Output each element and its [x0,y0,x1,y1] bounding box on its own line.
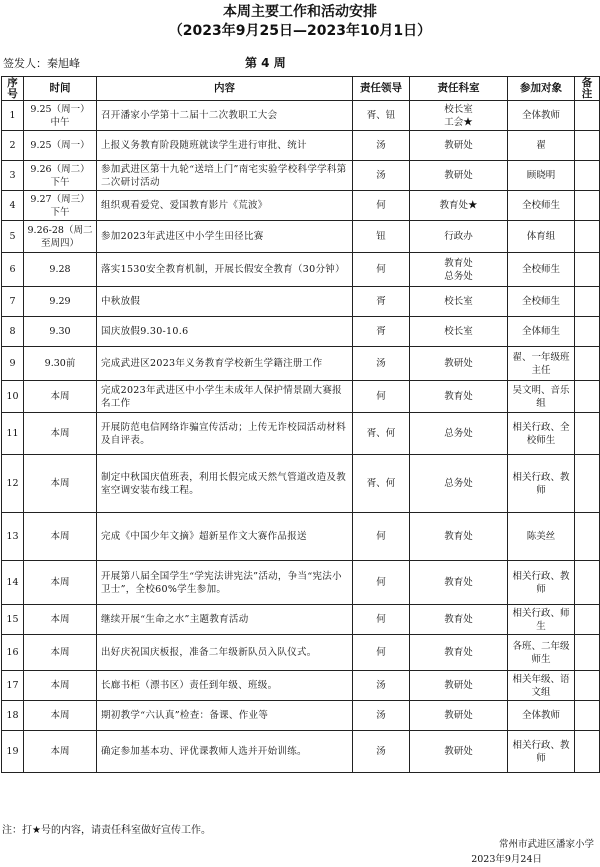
cell-content: 继续开展“生命之水”主题教育活动 [97,605,353,635]
table-row [2,671,600,701]
cell-dept: 教育处 [410,561,508,605]
cell-note [575,513,600,561]
cell-seq: 6 [2,253,24,287]
table-row [2,131,600,161]
cell-seq: 9 [2,347,24,381]
cell-dept: 教育处★ [410,191,508,221]
table-row [2,287,600,317]
cell-dept: 教研处 [410,671,508,701]
cell-time: 9.25（周一） [24,131,97,161]
cell-leader: 何 [353,561,410,605]
cell-time: 9.27（周三）下午 [24,191,97,221]
cell-seq: 12 [2,455,24,513]
cell-note [575,131,600,161]
cell-seq: 7 [2,287,24,317]
cell-leader: 胥 [353,287,410,317]
cell-leader: 胥、钮 [353,101,410,131]
cell-time: 本周 [24,701,97,731]
page-title: 本周主要工作和活动安排 [223,4,377,20]
cell-content: 上报义务教育阶段随班就读学生进行审批、统计 [97,131,353,161]
cell-participants: 相关行政、教师 [508,561,575,605]
cell-content: 完成2023年武进区中小学生未成年人保护情景剧大赛报名工作 [97,381,353,413]
cell-dept: 教育处 [410,635,508,671]
cell-leader: 汤 [353,161,410,191]
cell-dept: 校长室 [410,317,508,347]
cell-participants: 各班、二年级师生 [508,635,575,671]
header-note: 备注 [575,77,600,101]
cell-dept: 总务处 [410,413,508,455]
cell-content: 期初教学“六认真”检查：备课、作业等 [97,701,353,731]
cell-dept: 教研处 [410,701,508,731]
school-name: 常州市武进区潘家小学 [498,839,594,850]
cell-seq: 18 [2,701,24,731]
cell-participants: 陈美丝 [508,513,575,561]
cell-seq: 8 [2,317,24,347]
cell-participants: 体育组 [508,221,575,253]
table-row [2,381,600,413]
cell-seq: 11 [2,413,24,455]
cell-time: 本周 [24,671,97,701]
cell-note [575,191,600,221]
cell-content: 开展第八届全国学生“学宪法讲宪法”活动，争当“宪法小卫士”，全校60%学生参加。 [97,561,353,605]
cell-seq: 5 [2,221,24,253]
table-row [2,221,600,253]
cell-leader: 何 [353,381,410,413]
cell-note [575,605,600,635]
table-row [2,413,600,455]
cell-dept: 校长室 [410,287,508,317]
cell-time: 本周 [24,731,97,773]
table-row [2,513,600,561]
cell-note [575,161,600,191]
table-row [2,101,600,131]
cell-seq: 4 [2,191,24,221]
cell-leader: 汤 [353,671,410,701]
cell-dept: 教育处 总务处 [410,253,508,287]
cell-participants: 全校师生 [508,253,575,287]
cell-note [575,101,600,131]
cell-content: 完成《中国少年文摘》超新星作文大赛作品报送 [97,513,353,561]
cell-leader: 汤 [353,701,410,731]
cell-leader: 汤 [353,347,410,381]
table-row [2,253,600,287]
footer-note: 注：打★号的内容，请责任科室做好宣传工作。 [2,825,211,836]
header-time: 时间 [24,77,97,101]
cell-leader: 何 [353,635,410,671]
table-row [2,635,600,671]
cell-dept: 教研处 [410,731,508,773]
table-row [2,701,600,731]
cell-content: 中秋放假 [97,287,353,317]
cell-leader: 何 [353,191,410,221]
cell-note [575,701,600,731]
header-leader: 责任领导 [353,77,410,101]
cell-leader: 胥 [353,317,410,347]
cell-time: 本周 [24,605,97,635]
table-row [2,161,600,191]
cell-time: 9.28 [24,253,97,287]
cell-participants: 翟、一年级班主任 [508,347,575,381]
table-row [2,455,600,513]
cell-note [575,635,600,671]
cell-seq: 10 [2,381,24,413]
table-row [2,605,600,635]
cell-seq: 14 [2,561,24,605]
cell-dept: 教育处 [410,381,508,413]
cell-time: 本周 [24,413,97,455]
cell-content: 开展防范电信网络诈骗宣传活动；上传无诈校园活动材料及自评表。 [97,413,353,455]
cell-time: 9.25（周一）中午 [24,101,97,131]
cell-note [575,413,600,455]
cell-note [575,287,600,317]
schedule-table [1,76,600,773]
header-participants: 参加对象 [508,77,575,101]
cell-time: 9.26-28（周二至周四） [24,221,97,253]
cell-leader: 何 [353,253,410,287]
cell-participants: 相关行政、全校师生 [508,413,575,455]
cell-content: 落实1530安全教育机制，开展长假安全教育（30分钟） [97,253,353,287]
cell-note [575,561,600,605]
table-body [2,101,600,773]
cell-leader: 钮 [353,221,410,253]
cell-note [575,221,600,253]
cell-seq: 3 [2,161,24,191]
cell-participants: 顾晓明 [508,161,575,191]
cell-dept: 校长室 工会★ [410,101,508,131]
cell-participants: 全体师生 [508,317,575,347]
cell-note [575,455,600,513]
header-dept: 责任科室 [410,77,508,101]
cell-note [575,381,600,413]
cell-note [575,317,600,347]
cell-participants: 相关行政、教师 [508,731,575,773]
cell-dept: 行政办 [410,221,508,253]
cell-note [575,671,600,701]
cell-seq: 2 [2,131,24,161]
cell-note [575,347,600,381]
cell-content: 国庆放假9.30-10.6 [97,317,353,347]
cell-time: 本周 [24,381,97,413]
cell-time: 本周 [24,513,97,561]
cell-participants: 全体教师 [508,101,575,131]
table-row [2,561,600,605]
cell-content: 确定参加基本功、评优课教师人选并开始训练。 [97,731,353,773]
table-row [2,347,600,381]
cell-content: 长廊书柜（漂书区）责任到年级、班级。 [97,671,353,701]
cell-seq: 16 [2,635,24,671]
table-row [2,191,600,221]
date-range-subtitle: （2023年9月25日—2023年10月1日） [168,23,432,39]
cell-leader: 何 [353,513,410,561]
cell-dept: 教研处 [410,347,508,381]
cell-participants: 全校师生 [508,287,575,317]
cell-dept: 教研处 [410,131,508,161]
cell-leader: 汤 [353,131,410,161]
cell-note [575,731,600,773]
issue-date: 2023年9月24日 [471,854,542,865]
cell-seq: 19 [2,731,24,773]
cell-seq: 13 [2,513,24,561]
cell-dept: 总务处 [410,455,508,513]
cell-time: 9.29 [24,287,97,317]
cell-participants: 翟 [508,131,575,161]
cell-leader: 胥、何 [353,413,410,455]
cell-content: 制定中秋国庆值班表，利用长假完成天然气管道改造及教室空调安装布线工程。 [97,455,353,513]
header-seq: 序号 [2,77,24,101]
cell-time: 本周 [24,635,97,671]
cell-content: 参加2023年武进区中小学生田径比赛 [97,221,353,253]
cell-participants: 全体教师 [508,701,575,731]
cell-seq: 1 [2,101,24,131]
cell-time: 本周 [24,561,97,605]
cell-participants: 全校师生 [508,191,575,221]
cell-participants: 相关行政、教师 [508,455,575,513]
week-number: 第 4 周 [245,56,286,70]
cell-content: 出好庆祝国庆板报，准备二年级新队员入队仪式。 [97,635,353,671]
cell-time: 9.30 [24,317,97,347]
cell-time: 本周 [24,455,97,513]
cell-note [575,253,600,287]
cell-content: 完成武进区2023年义务教育学校新生学籍注册工作 [97,347,353,381]
table-header-row [2,77,600,101]
signer: 签发人：秦旭峰 [3,57,80,70]
cell-participants: 相关行政、师生 [508,605,575,635]
table-row [2,317,600,347]
cell-leader: 何 [353,605,410,635]
cell-seq: 17 [2,671,24,701]
cell-dept: 教育处 [410,513,508,561]
cell-seq: 15 [2,605,24,635]
cell-dept: 教育处 [410,605,508,635]
cell-leader: 汤 [353,731,410,773]
cell-content: 参加武进区第十九轮“送培上门”南宅实验学校科学学科第二次研讨活动 [97,161,353,191]
cell-leader: 胥、何 [353,455,410,513]
cell-content: 召开潘家小学第十二届十二次教职工大会 [97,101,353,131]
cell-participants: 相关年级、语文组 [508,671,575,701]
table-row [2,731,600,773]
header-content: 内容 [97,77,353,101]
cell-dept: 教研处 [410,161,508,191]
cell-content: 组织观看爱党、爱国教育影片《荒波》 [97,191,353,221]
cell-time: 9.30前 [24,347,97,381]
cell-time: 9.26（周二）下午 [24,161,97,191]
cell-participants: 吴文明、音乐组 [508,381,575,413]
